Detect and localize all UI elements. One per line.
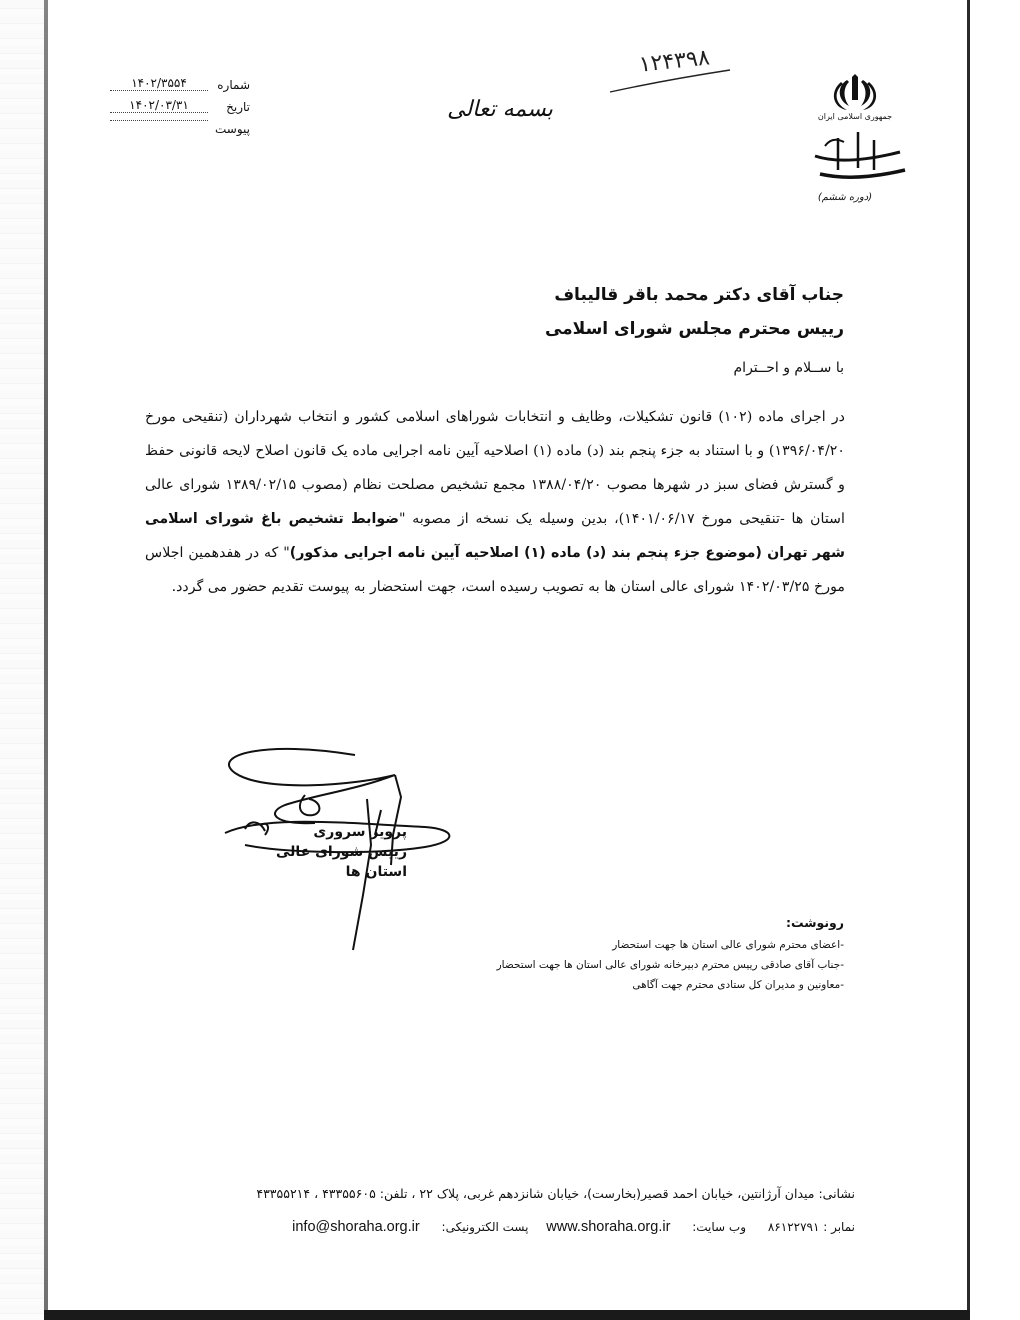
attachment-value: [110, 120, 208, 121]
cc-title: رونوشت:: [785, 915, 844, 930]
email-link[interactable]: info@shoraha.org.ir: [292, 1219, 420, 1235]
basmala: [445, 78, 555, 138]
attachment-label: پیوست: [215, 122, 250, 136]
addressee-block: [545, 278, 844, 346]
republic-caption: جمهوری اسلامی ایران: [817, 112, 893, 121]
basmala-calligraphy-icon: [445, 78, 555, 138]
term-caption: (دوره ششم): [817, 192, 873, 203]
signer-name: پرویز سروری: [313, 824, 407, 840]
registry-number-text: ۱۲۴۳۹۸: [637, 45, 711, 78]
footer-address: نشانی: میدان آرژانتین، خیابان احمد قصیر(بخارست)، خیابان شانزدهم غربی، پلاک ۲۲ ، تلفن: ۴۳۳۵۵۶۰۵ ، ۴۳۳۵۵۲۱۴: [256, 1186, 855, 1201]
email-label: پست الکترونیکی:: [441, 1220, 529, 1234]
body-part-1: در اجرای ماده (۱۰۲) قانون تشکیلات، وظایف و انتخابات شوراهای اسلامی کشور و انتخاب شهرداران (تنقیحی مورخ ۱۳۹۶/۰۴/۲۰) و با استناد به جزء پنجم بند (د) ماده (۱) اصلاحیه آیین نامه اجرایی ماده یک قانون اصلاح لایحه قانونی حفظ و گسترش فضای سبز در شهرها مصوب ۱۳۸۸/۰۴/۲۰ مجمع تشخیص مصلحت نظام (مصوب ۱۳۸۹/۰۲/۱۵ شورای عالی استان ها -تنقیحی مورخ ۱۴۰۱/۰۶/۱۷)، بدین وسیله یک نسخه از مصوبه ": [145, 409, 845, 527]
cc-item: -معاونین و مدیران کل ستادی محترم جهت آگاهی: [632, 979, 844, 991]
cc-item: -اعضای محترم شورای عالی استان ها جهت استحضار: [612, 939, 844, 951]
footer-fax: نمابر : ۸۶۱۲۲۷۹۱: [767, 1220, 855, 1234]
addressee-title: رییس محترم مجلس شورای اسلامی: [544, 319, 844, 339]
letter-body: [145, 400, 845, 604]
footer-contact: [140, 1217, 855, 1237]
scan-margin-right: [970, 0, 1020, 1320]
letter-meta: [110, 78, 250, 144]
website-link[interactable]: www.shoraha.org.ir: [546, 1219, 671, 1235]
resolution-title: ضوابط تشخیص باغ شورای اسلامی شهر تهران (موضوع جزء پنجم بند (د) ماده (۱) اصلاحیه آیین نامه اجرایی مذکور): [145, 511, 846, 561]
website-label: وب سایت:: [692, 1220, 747, 1234]
date-label: تاریخ: [226, 100, 250, 114]
body-part-2: " که در هفدهمین اجلاس مورخ ۱۴۰۲/۰۳/۲۵ شورای عالی استان ها به تصویب رسیده است، جهت استحضار به پیوست تقدیم حضور می گردد.: [145, 545, 845, 595]
scan-edge-bottom: [44, 1310, 970, 1320]
scan-edge-left: [44, 0, 48, 1320]
letter-footer: [140, 1184, 855, 1237]
basmala-text: بسمه تعالی: [447, 97, 553, 122]
greeting: با ســلام و احــترام: [733, 360, 844, 376]
registry-number: [605, 40, 735, 100]
scan-edge-shadow: [0, 0, 44, 1320]
council-logo: [800, 70, 910, 220]
number-label: شماره: [217, 78, 250, 92]
cc-item: -جناب آقای صادقی رییس محترم دبیرخانه شورای عالی استان ها جهت استحضار: [496, 959, 844, 971]
signer-block: [232, 822, 407, 882]
signer-title: رییس شورای عالی استان ها: [275, 844, 407, 880]
number-value: ۱۴۰۲/۳۵۵۴: [110, 76, 208, 91]
addressee-name: جناب آقای دکتر محمد باقر قالیباف: [554, 285, 844, 305]
date-value: ۱۴۰۲/۰۳/۳۱: [110, 98, 208, 113]
cc-block: [424, 915, 844, 995]
